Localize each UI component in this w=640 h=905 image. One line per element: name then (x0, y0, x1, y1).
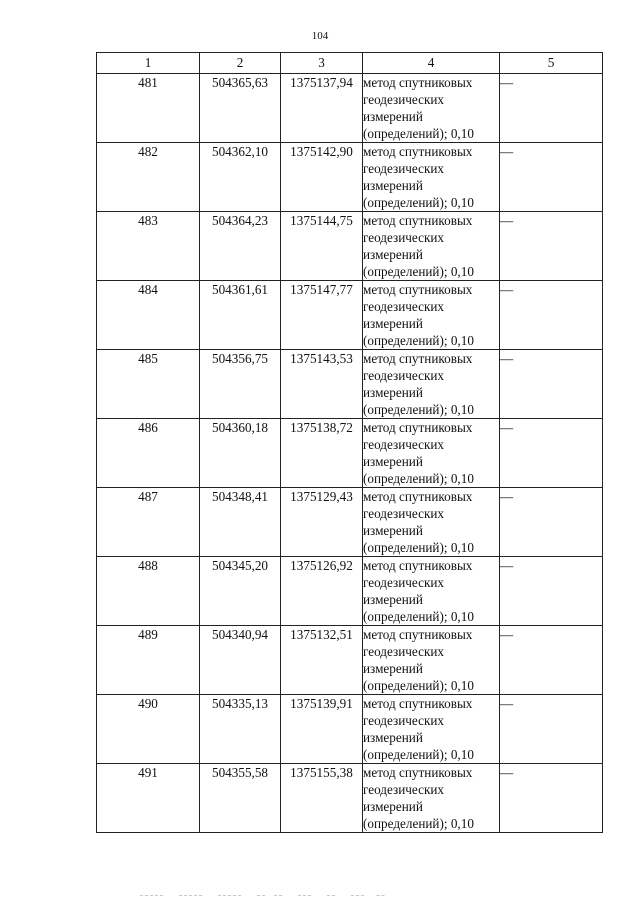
point-number-cell: 481 (97, 74, 200, 143)
note-cell: — (500, 281, 603, 350)
note-cell: — (500, 764, 603, 833)
column-header-5: 5 (500, 53, 603, 74)
y-coordinate-cell: 1375139,91 (281, 695, 363, 764)
column-header-1: 1 (97, 53, 200, 74)
table-row (97, 557, 603, 626)
y-coordinate-cell: 1375144,75 (281, 212, 363, 281)
x-coordinate-cell: 504355,58 (200, 764, 281, 833)
note-cell: — (500, 74, 603, 143)
note-cell: — (500, 419, 603, 488)
table-body (97, 74, 603, 833)
method-cell: метод спутниковых геодезических измерений (определений); 0,10 (363, 350, 500, 419)
column-header-3: 3 (281, 53, 363, 74)
table-row (97, 212, 603, 281)
y-coordinate-cell: 1375129,43 (281, 488, 363, 557)
y-coordinate-cell: 1375132,51 (281, 626, 363, 695)
table-row (97, 281, 603, 350)
x-coordinate-cell: 504335,13 (200, 695, 281, 764)
point-number-cell: 491 (97, 764, 200, 833)
x-coordinate-cell: 504365,63 (200, 74, 281, 143)
note-cell: — (500, 557, 603, 626)
point-number-cell: 488 (97, 557, 200, 626)
y-coordinate-cell: 1375147,77 (281, 281, 363, 350)
footer-scan-marks: ‒‒‒‒‒ ‒‒‒‒‒ ‒‒‒‒‒ ‒‒ ‒‒ ‒‒‒ ‒‒ ‒‒‒ ‒‒ (140, 893, 387, 899)
column-header-4: 4 (363, 53, 500, 74)
point-number-cell: 489 (97, 626, 200, 695)
point-number-cell: 483 (97, 212, 200, 281)
y-coordinate-cell: 1375138,72 (281, 419, 363, 488)
note-cell: — (500, 350, 603, 419)
y-coordinate-cell: 1375142,90 (281, 143, 363, 212)
table-row (97, 626, 603, 695)
x-coordinate-cell: 504364,23 (200, 212, 281, 281)
coordinates-table (96, 52, 603, 833)
y-coordinate-cell: 1375155,38 (281, 764, 363, 833)
method-cell: метод спутниковых геодезических измерений (определений); 0,10 (363, 143, 500, 212)
y-coordinate-cell: 1375126,92 (281, 557, 363, 626)
point-number-cell: 487 (97, 488, 200, 557)
method-cell: метод спутниковых геодезических измерений (определений); 0,10 (363, 488, 500, 557)
x-coordinate-cell: 504348,41 (200, 488, 281, 557)
table-header-row (97, 53, 603, 74)
method-cell: метод спутниковых геодезических измерений (определений); 0,10 (363, 212, 500, 281)
method-cell: метод спутниковых геодезических измерений (определений); 0,10 (363, 557, 500, 626)
table-row (97, 419, 603, 488)
point-number-cell: 486 (97, 419, 200, 488)
method-cell: метод спутниковых геодезических измерений (определений); 0,10 (363, 419, 500, 488)
method-cell: метод спутниковых геодезических измерений (определений); 0,10 (363, 764, 500, 833)
table-row (97, 350, 603, 419)
note-cell: — (500, 695, 603, 764)
page-number: 104 (311, 30, 329, 42)
x-coordinate-cell: 504362,10 (200, 143, 281, 212)
table-row (97, 695, 603, 764)
x-coordinate-cell: 504345,20 (200, 557, 281, 626)
table-row (97, 143, 603, 212)
table-row (97, 488, 603, 557)
x-coordinate-cell: 504361,61 (200, 281, 281, 350)
method-cell: метод спутниковых геодезических измерений (определений); 0,10 (363, 281, 500, 350)
point-number-cell: 482 (97, 143, 200, 212)
column-header-2: 2 (200, 53, 281, 74)
method-cell: метод спутниковых геодезических измерений (определений); 0,10 (363, 626, 500, 695)
note-cell: — (500, 488, 603, 557)
note-cell: — (500, 626, 603, 695)
point-number-cell: 484 (97, 281, 200, 350)
x-coordinate-cell: 504340,94 (200, 626, 281, 695)
y-coordinate-cell: 1375137,94 (281, 74, 363, 143)
y-coordinate-cell: 1375143,53 (281, 350, 363, 419)
table-row (97, 74, 603, 143)
method-cell: метод спутниковых геодезических измерений (определений); 0,10 (363, 74, 500, 143)
x-coordinate-cell: 504356,75 (200, 350, 281, 419)
point-number-cell: 485 (97, 350, 200, 419)
note-cell: — (500, 212, 603, 281)
point-number-cell: 490 (97, 695, 200, 764)
table-row (97, 764, 603, 833)
method-cell: метод спутниковых геодезических измерений (определений); 0,10 (363, 695, 500, 764)
x-coordinate-cell: 504360,18 (200, 419, 281, 488)
note-cell: — (500, 143, 603, 212)
